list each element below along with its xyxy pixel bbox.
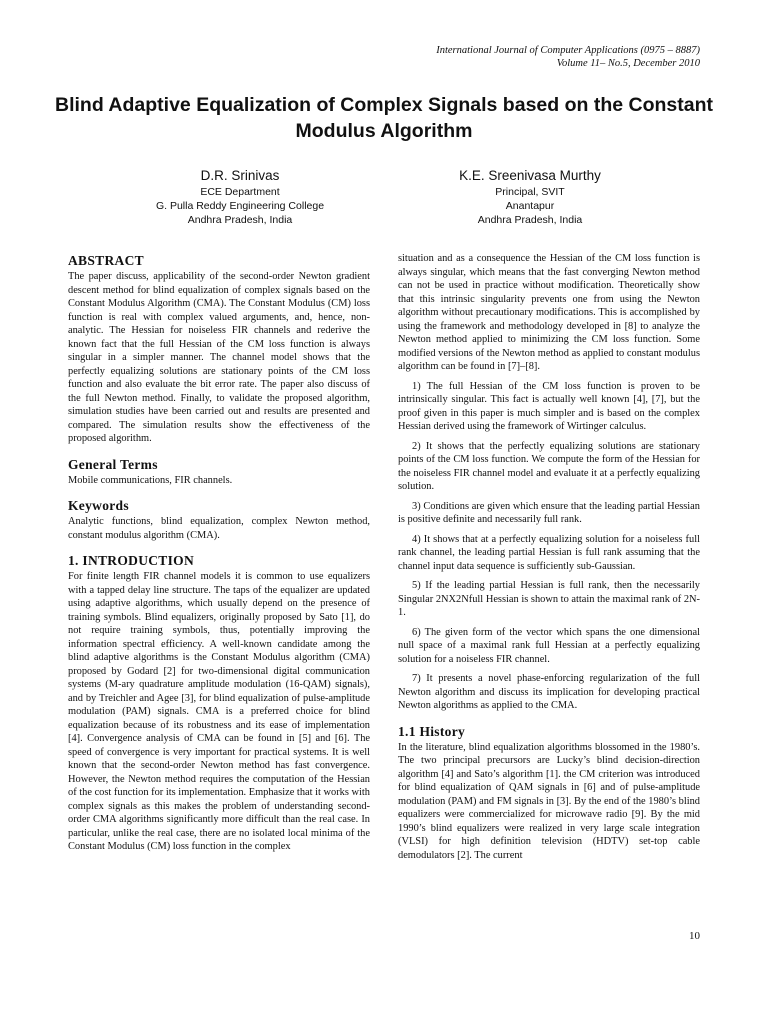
keywords-text: Analytic functions, blind equalization, complex Newton method, constant modulus algorithm (CMA). (68, 516, 370, 541)
author-department: ECE Department (200, 186, 280, 198)
contribution-item: 6) The given form of the vector which spans the one dimensional null space of a maximal rank full Hessian at a perfectly equalizing solution for a noiseless FIR channel. (398, 626, 700, 665)
history-text: In the literature, blind equalization algorithms blossomed in the 1980’s. The two principal precursors are Lucky’s blind decision-direction algorithm [4] and Sato’s algorithm [1]. the CM criterion was introduced for blind equalization of QAM signals in [6] and of pulse-amplitude modulation (PAM) and FM signals in [3]. By the end of the 1980’s blind equalizers were commercialized for microwave radio [9]. By the mid 1990’s blind equalizers were realized in very large scale integration (VLSI) for high definition television (HDTV) set-top cable demodulators [2]. The current (398, 741, 700, 861)
author-name: D.R. Srinivas (200, 168, 280, 183)
page-number: 10 (689, 930, 700, 942)
author-location: Andhra Pradesh, India (187, 214, 293, 226)
contribution-item: 5) If the leading partial Hessian is full rank, then the necessarily Singular 2NX2Nfull Hessian is shown to attain the maximal rank of 2N-1. (398, 580, 700, 618)
abstract-text: The paper discuss, applicability of the second-order Newton gradient descent method for blind equalization of complex signals based on the Constant Modulus Algorithm (CMA). The Constant Modulus (CM) loss function is real with complex valued arguments, and, hence, non-analytic. The Hessian for noiseless FIR channels and rederive the known fact that the full Hessian of the CM loss function is always singular in a simpler manner. The channel model shows that the perfectly equalizing solutions are stationary points of the CM loss function and also evaluate the bit error rate. The paper also discuss of the full Newton method. Finally, to validate the proposed algorithm, simulation studies have been carried out and results are presented and compared. The simulation results show the effectiveness of the proposed algorithm. (68, 271, 370, 444)
journal-volume: Volume 11– No.5, December 2010 (556, 58, 700, 69)
author-name: K.E. Sreenivasa Murthy (459, 168, 601, 183)
journal-header (436, 44, 700, 70)
author-block-1 (110, 167, 370, 227)
journal-name: International Journal of Computer Applications (0975 – 8887) (436, 45, 700, 56)
contribution-item: 2) It shows that the perfectly equalizing solutions are stationary points of the CM loss function. We compute the form of the Hessian for the noiseless FIR channel model and evaluate it at a perfectly equalizing solution. (398, 440, 700, 492)
author-position: Principal, SVIT (495, 186, 565, 198)
introduction-heading: 1. INTRODUCTION (68, 553, 195, 568)
author-block-2 (400, 167, 660, 227)
left-column (68, 252, 370, 854)
abstract-heading: ABSTRACT (68, 253, 144, 268)
author-location: Andhra Pradesh, India (477, 214, 583, 226)
right-column (398, 252, 700, 862)
introduction-text: For finite length FIR channel models it is common to use equalizers with a tapped delay line structure. The taps of the equalizer are updated using adaptive algorithms, which usually depend on the presence of training symbols. Blind equalizers, originally proposed by Sato [1], do not require training symbols, thus, potentially improving the information spectral efficiency. A well-known candidate among the blind adaptive algorithms is the Constant Modulus algorithm (CMA) proposed by Godard [2] for two-dimensional digital communication systems (M-ary quadrature amplitude modulation (16-QAM) signals), and by Treichler and Agee [3], for blind equalization of pulse-amplitude modulation (PAM) signals. CMA is a preferred choice for blind equalization because of its robustness and its ease of implementation [4]. Convergence analysis of CMA can be found in [5] and [6]. The speed of convergence is very important for practical systems. It is well known that the second-order Newton method has fast convergence. However, the Newton method requires the computation of the Hessian of the cost function for its implementation. Emphasize that it works with complex signals as this makes the problem of understanding second-order CMA algorithms significantly more difficult than the real case. In particular, unlike the real case, there are no isolated local minima of the Constant Modulus (CM) loss function in the complex (68, 571, 370, 852)
contribution-item: 1) The full Hessian of the CM loss function is proven to be intrinsically singular. This fact is actually well known [4], [7], but the proof given in this paper is much simpler and is based on the complex Hessian derived using the framework of Wirtinger calculus. (398, 380, 700, 432)
author-institution: G. Pulla Reddy Engineering College (155, 200, 325, 212)
contribution-item: 7) It presents a novel phase-enforcing regularization of the full Newton algorithm and discuss its implication for developing practical Newton algorithms as applied to the CMA. (398, 673, 700, 711)
contribution-item: 4) It shows that at a perfectly equalizing solution for a noiseless full rank channel, the leading partial Hessian is full rank assuming that the channel input data sequence is sufficiently sub-Gaussian. (398, 533, 700, 572)
general-terms-heading: General Terms (68, 456, 158, 472)
paper-title: Blind Adaptive Equalization of Complex Signals based on the Constant Modulus Algorithm (54, 94, 713, 142)
keywords-heading: Keywords (68, 498, 129, 513)
history-heading: 1.1 History (398, 723, 466, 739)
general-terms-text: Mobile communications, FIR channels. (68, 474, 233, 486)
contribution-item: 3) Conditions are given which ensure that the leading partial Hessian is positive definite and necessarily full rank. (398, 500, 700, 525)
author-city: Anantapur (505, 200, 555, 212)
introduction-continuation: situation and as a consequence the Hessian of the CM loss function is always singular, which means that the fast converging Newton method can not be used in practice without modification. Theoretically show that this intrinsic singularity prevents one from using the Newton algorithm without precautionary modifications. This is accomplished by using the framework and methodology developed in [8] to analyze the Newton method applied to minimizing the CM loss function. Some modified versions of the Newton method as applied to constant modulus algorithm can be found in [7]–[8]. (398, 253, 700, 372)
